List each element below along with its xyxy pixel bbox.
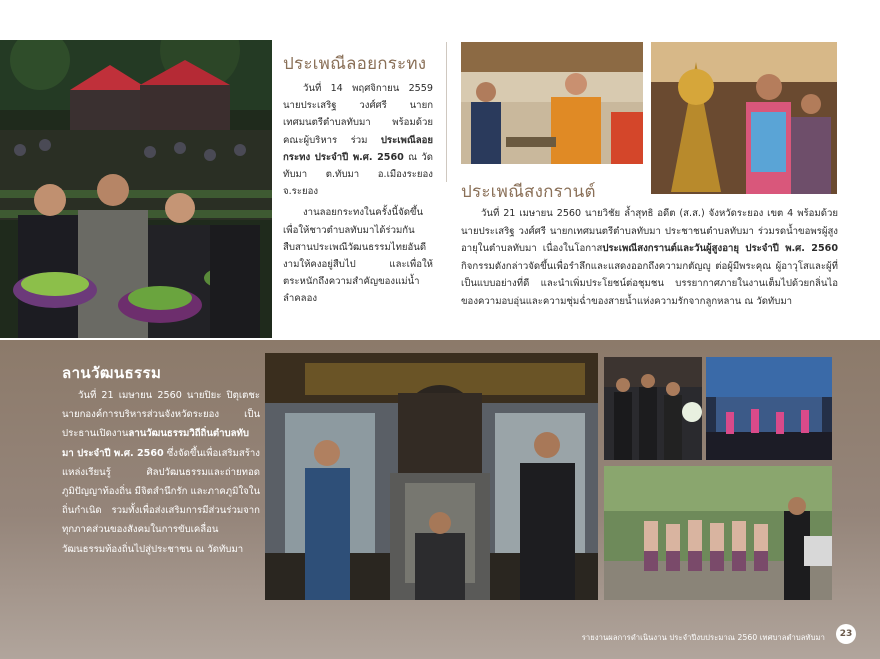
loy-krathong-heading: ประเพณีลอยกระทง [283,54,427,74]
culture-paragraph: วันที่ 21 เมษายน 2560 นายปิยะ ปิตุเตชะ นายกองค์การบริหารส่วนจังหวัดระยอง เป็นประธานเปิดงานลานวัฒนธรรมวิถีถิ่นตำบลทับมา ประจำปี พ.ศ. 2560 ซึ่งจัดขึ้นเพื่อเสริมสร้างแหล่งเรียนรู้ ศิลปวัฒนธรรมและถ่ายทอดภูมิปัญญาท้องถิ่น มีจิตสำนึกรัก และภาคภูมิใจในถิ่นกำเนิด รวมทั้งเพื่อส่งเสริมการมีส่วนร่วมจากทุกภาคส่วนของสังคมในการขับเคลื่อนวัฒนธรรมท้องถิ่นไปสู่ประชาชน ณ วัดทับมา [62,390,260,555]
songkran-photo-buddha [651,42,837,194]
songkran-photo-monk [461,42,643,164]
culture-photo-ceremony [604,357,702,460]
loy-krathong-paragraph-2: งานลอยกระทงในครั้งนี้จัดขึ้นเพื่อให้ชาวตำบลทับมาได้ร่วมกันสืบสานประเพณีวัฒนธรรมไทยอันดีงามให้คงอยู่สืบไป และเพื่อให้ตระหนักถึงความสำคัญของแม่น้ำลำคลอง [283,207,433,305]
culture-photo-procession [604,466,832,600]
culture-photo-stage [706,357,832,460]
footer-text: รายงานผลการดำเนินงาน ประจำปีงบประมาณ 2560 เทศบาลตำบลทับมา [581,633,825,642]
loy-krathong-text [283,80,433,308]
loy-krathong-paragraph-1: วันที่ 14 พฤศจิกายน 2559 นายประเสริฐ วงศ์ศรี นายกเทศมนตรีตำบลทับมา พร้อมด้วยคณะผู้บริหาร ร่วม ประเพณีลอยกระทง ประจำปี พ.ศ. 2560 ณ วัดทับมา ต.ทับมา อ.เมืองระยอง จ.ระยอง [283,83,433,198]
songkran-text [461,205,838,311]
culture-heading: ลานวัฒนธรรม [62,364,162,382]
loy-krathong-photo [0,40,272,338]
songkran-paragraph: วันที่ 21 เมษายน 2560 นายวิชัย ล้ำสุทธิ อดีต (ส.ส.) จังหวัดระยอง เขต 4 พร้อมด้วย นายประเสริฐ วงศ์ศรี นายกเทศมนตรีตำบลทับมา ประชาชนตำบลทับมา ร่วมรดน้ำขอพรผู้สูงอายุในตำบลทับมา เนื่องในโอกาสประเพณีสงกรานต์และวันผู้สูงอายุ ประจำปี พ.ศ. 2560 กิจกรรมดังกล่าวจัดขึ้นเพื่อรำลึกและแสดงออกถึงความกตัญญู ต่อผู้มีพระคุณ ผู้อาวุโสและผู้ที่เป็นแบบอย่างที่ดี และนำเพิ่มประโยชน์ต่อชุมชน บรรยากาศภายในงานเต็มไปด้วยกลิ่นไอของความอบอุ่นและความชุ่มฉ่ำของสายน้ำแห่งความรักจากลูกหลาน ณ วัดทับมา [461,208,838,307]
column-divider [446,42,447,182]
culture-text [62,386,260,559]
culture-photo-drum [265,353,598,600]
songkran-heading: ประเพณีสงกรานต์ [461,182,596,202]
page-number: 23 [836,624,856,644]
